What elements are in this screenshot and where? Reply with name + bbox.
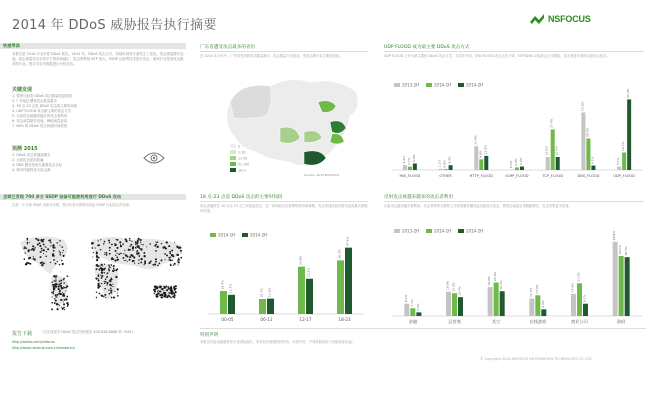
data-label: 3.1%	[616, 157, 621, 166]
quick-guide-body: 本报告是 2014 年全年度 DDoS 报告。2014 年，DDoS 攻击方式、持续时间等方面发生了变化，攻击流量增长迅速，攻击流量来自全球多个国家和地区，攻击者利用 NTP 放大、SSDP 反射等技术进行攻击；游戏行业是受攻击最多的行业。报告对全年数据进行分析总结。	[12, 52, 184, 66]
data-label: 3.1%	[406, 157, 411, 166]
bar	[546, 157, 550, 170]
data-label: 2.4%	[514, 158, 518, 166]
legend-label: 2014-2H	[466, 228, 484, 234]
bar	[413, 163, 417, 170]
data-label: 37.4%	[549, 118, 554, 128]
data-label: 38.7%	[624, 246, 629, 256]
data-label: 39.5%	[618, 244, 623, 255]
industry-panel-title: 反射攻击被越来越多的攻击者利用	[384, 195, 453, 200]
findings-list	[12, 94, 184, 129]
finding-item: 7. 66% 的 DDoS 攻击持续时间较短	[12, 124, 68, 128]
legend-label: 2013-2H	[402, 228, 420, 234]
finding-item: 4. UDP FLOOD 成为最主要的攻击方式	[12, 109, 72, 113]
china-map	[200, 72, 370, 182]
research-link[interactable]: http://www.nsfocus.com.cn/research/	[12, 346, 75, 350]
download-note: （关注或更多 DDoS 攻击分析报告 400-818-6868 转 7424）	[40, 330, 135, 334]
data-label: 12.4%	[457, 286, 462, 296]
data-label: 33.8%	[298, 255, 303, 266]
proto-panel-title: UDP FLOOD 成为最主要 DDoS 攻击方式	[384, 45, 470, 50]
category-label: 商业公司	[571, 319, 588, 324]
legend-swatch	[426, 83, 432, 87]
page-title: 2014 年 DDoS 威胁报告执行摘要	[12, 18, 217, 33]
bar	[622, 153, 626, 170]
bar	[541, 309, 546, 316]
map-source: Source: 2014 NSFOCUS	[304, 173, 340, 177]
outlook-list	[12, 153, 132, 173]
data-label: 16.4%	[220, 280, 225, 290]
bar	[577, 283, 582, 316]
map-legend-label: 1-10	[238, 150, 246, 155]
outlook-title: 预测 2015	[12, 146, 38, 152]
outlook-item: 4. 移动终端将成为攻击源	[12, 168, 51, 172]
category-label: 金融	[408, 319, 418, 324]
bar	[416, 312, 421, 316]
category-label: 政府	[616, 319, 626, 324]
bar	[488, 287, 493, 316]
data-label: 21.9%	[473, 135, 478, 145]
outlook-item: 3. DNS 服务将成为重要攻击目标	[12, 163, 62, 167]
bar	[479, 159, 483, 170]
map-legend-label: 11-50	[238, 156, 248, 161]
data-label: 12.0%	[554, 145, 559, 156]
finding-item: 5. 反射攻击被越来越多的攻击者利用	[12, 114, 68, 118]
data-label: 4.6%	[401, 155, 406, 164]
map-panel-divider	[200, 51, 368, 52]
legend-swatch	[426, 229, 432, 233]
bottom-divider	[200, 328, 646, 329]
map-panel-title: 广东省遭受攻击最多的省份	[200, 45, 256, 50]
bar	[583, 304, 588, 316]
bar	[458, 297, 463, 316]
logo-text: NSFOCUS	[548, 14, 591, 24]
bar	[449, 165, 453, 170]
bar	[439, 169, 443, 170]
bar	[444, 169, 448, 170]
data-label: 0.4%	[509, 160, 513, 169]
data-label: 11.0%	[267, 287, 272, 298]
time-panel-divider	[200, 201, 368, 202]
data-label: 29.0%	[585, 127, 590, 138]
industry-chart	[384, 226, 646, 328]
data-label: 9.8%	[478, 150, 483, 158]
data-label: 14.6%	[570, 282, 575, 293]
quick-guide-bar	[0, 43, 186, 49]
bar	[228, 295, 235, 314]
bar	[452, 293, 457, 316]
data-label: 4.4%	[540, 300, 545, 308]
category-label: DNS_FLOOD	[577, 174, 600, 178]
legend-label: 2014-2H	[250, 232, 268, 238]
legend-label: 2014-1H	[434, 82, 452, 88]
bar	[591, 166, 595, 170]
bar	[337, 260, 344, 314]
map-legend-swatch	[230, 144, 236, 148]
data-label: 8.1%	[403, 294, 408, 303]
data-label: 11.5%	[528, 287, 533, 298]
data-label: 65.0%	[626, 88, 631, 98]
data-label: 8.1%	[582, 294, 587, 303]
bar	[571, 294, 576, 316]
category-label: 12-17	[299, 317, 312, 322]
category-label: MIX_FLOOD	[399, 174, 421, 178]
bar	[408, 167, 412, 170]
attack-time-chart	[200, 230, 368, 326]
bar	[410, 308, 415, 316]
bar	[259, 299, 266, 314]
time-panel-title: 18 点-23 点是 DDoS 攻击的主要时间段	[200, 195, 283, 200]
bar	[220, 291, 227, 314]
data-label: 0.8%	[442, 160, 447, 168]
eye-icon	[143, 150, 165, 169]
bar	[404, 304, 409, 316]
bar	[625, 257, 630, 316]
legend-label: 2013-2H	[402, 82, 420, 88]
map-legend-swatch	[230, 162, 236, 166]
province-xinjiang	[230, 85, 271, 118]
data-label: 4.1%	[590, 156, 595, 165]
bar	[267, 299, 274, 314]
legend-swatch	[394, 83, 400, 87]
world-map-bar	[0, 194, 186, 200]
data-label: 4.4%	[447, 156, 452, 164]
legend-swatch	[242, 233, 248, 237]
time-panel-desc: 攻击者通常在 18 点至 23 点之间发起攻击，这一时间段正好是网络使用高峰期，攻击者选择此时段可达到最大的破坏效果。	[200, 204, 368, 213]
quick-guide-title: 快速导读	[3, 43, 20, 48]
data-label: 25.2%	[306, 267, 311, 278]
industry-panel-desc: 反射攻击越来越多被利用，攻击者利用互联网上开放的服务器发起反射放大攻击，使攻击流量呈指数级增长，攻击效果更为显著。	[384, 204, 572, 208]
proto-panel-divider	[384, 51, 644, 52]
bar	[586, 139, 590, 170]
bar	[494, 283, 499, 316]
bar	[529, 299, 534, 316]
findings-title: 关键发现	[12, 87, 33, 93]
legend-swatch	[210, 233, 216, 237]
bar	[345, 248, 352, 314]
data-label: 16.3%	[499, 280, 504, 290]
bar	[617, 167, 621, 170]
bar	[556, 157, 560, 170]
category-label: HTTP_FLOOD	[469, 174, 493, 178]
bar	[298, 267, 305, 314]
finding-item: 2. 广东地区遭受攻击数量最多	[12, 99, 57, 103]
data-label: 3.2%	[519, 157, 523, 166]
legend-swatch	[458, 83, 464, 87]
nsfocus-logo	[530, 14, 591, 24]
map-legend-swatch	[230, 156, 236, 160]
category-label: 运营商	[448, 319, 461, 324]
finding-item: 6. 攻击流量增长迅速，峰值流量更高	[12, 119, 68, 123]
attack-type-chart	[384, 80, 646, 182]
data-label: 21.5%	[576, 272, 581, 282]
data-label: 19.0%	[487, 276, 492, 286]
data-label: 15.0%	[451, 282, 456, 292]
map-legend-label: 0	[238, 144, 241, 149]
data-label: 47.4%	[345, 236, 350, 247]
data-label: 16.1%	[621, 141, 626, 152]
map-legend-swatch	[230, 150, 236, 154]
world-map-desc: 这是一个全球 SSDP 设备分布图，黑点代表可被利用发起 SSDP 反射攻击的设备。	[12, 203, 133, 207]
category-label: 06-11	[260, 317, 273, 322]
map-legend-swatch	[230, 168, 236, 172]
outlook-item: 2. 反射攻击更加普遍	[12, 158, 44, 162]
bar	[520, 167, 524, 170]
nsfocus-logo-icon	[530, 14, 544, 24]
bar	[306, 279, 313, 314]
finding-item: 1. 暂停反射类 DDoS 攻击数量明显增加	[12, 94, 72, 98]
bar	[613, 242, 618, 316]
bar	[484, 156, 488, 170]
weibo-link[interactable]: http://weibo.com/nsfocus	[12, 340, 55, 344]
category-label: 在线游戏	[529, 319, 547, 324]
map-legend-label: 51-100	[238, 162, 250, 167]
category-label: 18-23	[338, 317, 351, 322]
data-label: 6.0%	[411, 154, 416, 162]
data-label: 13.0%	[483, 144, 488, 155]
data-label: 10.7%	[259, 287, 264, 298]
map-legend-label: 101+	[238, 168, 247, 173]
category-label: 00-05	[221, 317, 234, 322]
bar	[535, 295, 540, 316]
legend-label: 2014-1H	[434, 228, 452, 234]
data-label: 1.1%	[437, 159, 442, 168]
data-label: 48.8%	[612, 230, 617, 241]
download-label: 报告下载	[12, 331, 33, 337]
outlook-item: 1. DDoS 攻击将继续增长	[12, 153, 51, 157]
data-label: 12.0%	[544, 145, 549, 156]
legend-swatch	[458, 229, 464, 233]
data-label: 5.1%	[409, 299, 414, 307]
category-label: OTHER	[439, 174, 452, 178]
bar	[500, 291, 505, 316]
bar	[627, 99, 631, 170]
data-label: 53.0%	[580, 101, 585, 111]
legend-label: 2014-1H	[218, 232, 236, 238]
disclaimer-body: 本报告内容由绿盟科技专业团队编写，所有权归绿盟科技所有，未经许可，不得转载或用于其他商业用途。	[200, 340, 355, 344]
proto-panel-desc: UDP FLOOD 上升为最主要的 DDoS 攻击方式，与往年不同，SYN FLOOD 攻击占比下降，NTP/DNS 反射攻击占比增加，攻击者更多利用反射放大技术。	[384, 54, 610, 58]
category-label: UDP_FLOOD	[613, 174, 636, 178]
category-label: 其它	[491, 319, 501, 324]
map-panel-desc: 在 2014 年全年中，广东省受到的攻击数量最多，攻击数量占比较高，受攻击的行业主要是游戏。	[200, 54, 343, 58]
bar	[446, 292, 451, 316]
disclaimer-title: 特别声明	[200, 333, 219, 338]
data-label: 16.0%	[445, 280, 450, 291]
data-label: 13.6%	[534, 284, 539, 294]
legend-swatch	[394, 229, 400, 233]
bar	[581, 112, 585, 170]
copyright: © Copyright 2014 NSFOCUS INFORMATION TECHNOLOGY CO.,LTD	[480, 357, 592, 361]
world-map	[12, 228, 188, 316]
data-label: 13.7%	[228, 283, 233, 294]
bar	[619, 256, 624, 316]
data-label: 38.3%	[337, 249, 342, 259]
legend-label: 2014-2H	[466, 82, 484, 88]
bar	[515, 167, 519, 170]
category-label: TCP_FLOOD	[542, 174, 564, 178]
category-label: ICMP_FLOOD	[505, 174, 529, 178]
world-map-title: 全球已发现 700 多万 SSDP 设备可能被利用进行 DDoS 攻击	[3, 194, 122, 199]
finding-item: 3. 18 点-23 点是 DDoS 攻击的主要时间段	[12, 104, 78, 108]
data-label: 2.4%	[415, 303, 420, 311]
data-label: 22.0%	[493, 271, 498, 282]
industry-panel-divider	[384, 201, 644, 202]
